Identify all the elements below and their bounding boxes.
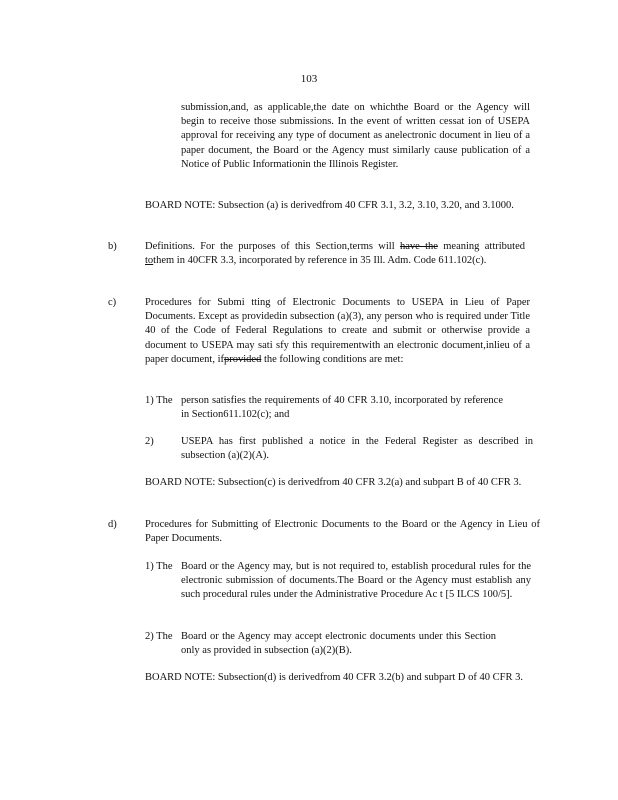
subsection-c-text — [145, 296, 530, 367]
continuation-paragraph: submission,and, as applicable,the date on whichthe Board or the Agency will begin to receive those submissions. In the event of written cessat ion of USEPA approval for receiving any type of document as anelectronic document in lieu of a paper document, the Board or the Agency must similarly cause publication of a Notice of Public Informationin the Illinois Register. — [181, 102, 530, 170]
subsection-b-text — [145, 240, 525, 268]
page-number: 103 — [300, 73, 318, 85]
subsection-d-heading: Procedures for Submitting of Electronic Documents to the Board or the Agency in Lieu of Paper Documents. — [145, 519, 540, 545]
subsection-d-item2-text: Board or the Agency may accept electronic documents under this Section only as provided in subsection (a)(2)(B). — [181, 631, 496, 657]
subsection-b-label: b) — [108, 241, 117, 252]
subsection-c-struck-text: provided — [224, 353, 262, 365]
subsection-c-item1-text: person satisfies the requirements of 40 CFR 3.10, incorporated by reference in Section611.102(c); and — [181, 395, 503, 421]
board-note-c: BOARD NOTE: Subsection(c) is derivedfrom 40 CFR 3.2(a) and subpart B of 40 CFR 3. — [145, 477, 522, 488]
subsection-c-item2-label: 2) — [145, 436, 154, 447]
subsection-c-part1: Procedures for Submi tting of Electronic Documents to USEPA in Lieu of Paper Documents. Except as providedin subsection (a)(3), any person who is required under Title 40 of the Code of Federal Regulations to create and submit or otherwise provide a document to USEPA may sati sfy this requirementwith an electronic document,inlieu of a paper document, if — [145, 297, 530, 365]
subsection-b-part2: meaning attributed — [437, 241, 525, 252]
subsection-d-item1-label: 1) The — [145, 561, 173, 572]
subsection-c-part2: the following conditions are met: — [261, 353, 404, 365]
subsection-d-item2-label: 2) The — [145, 631, 173, 642]
board-note-d: BOARD NOTE: Subsection(d) is derivedfrom 40 CFR 3.2(b) and subpart D of 40 CFR 3. — [145, 672, 523, 683]
subsection-c-item2-text: USEPA has first published a notice in the Federal Register as described in subsection (a)(2)(A). — [181, 436, 533, 462]
subsection-b-underlined-text: to — [145, 255, 154, 267]
board-note-a: BOARD NOTE: Subsection (a) is derivedfrom 40 CFR 3.1, 3.2, 3.10, 3.20, and 3.1000. — [145, 200, 514, 211]
subsection-d-label: d) — [108, 519, 117, 530]
subsection-c-label: c) — [108, 297, 117, 308]
subsection-b-part1: Definitions. For the purposes of this Section,terms will — [145, 241, 400, 252]
subsection-c-item1-label: 1) The — [145, 395, 173, 406]
subsection-d-item1-text: Board or the Agency may, but is not required to, establish procedural rules for the electronic submission of documents.The Board or the Agency must establish any such procedural rules under the Administrative Procedure Ac t [5 ILCS 100/5]. — [181, 561, 531, 601]
subsection-b-struck-text: have the — [399, 241, 438, 252]
subsection-b-part3: them in 40CFR 3.3, incorporated by reference in 35 Ill. Adm. Code 611.102(c). — [153, 255, 487, 267]
